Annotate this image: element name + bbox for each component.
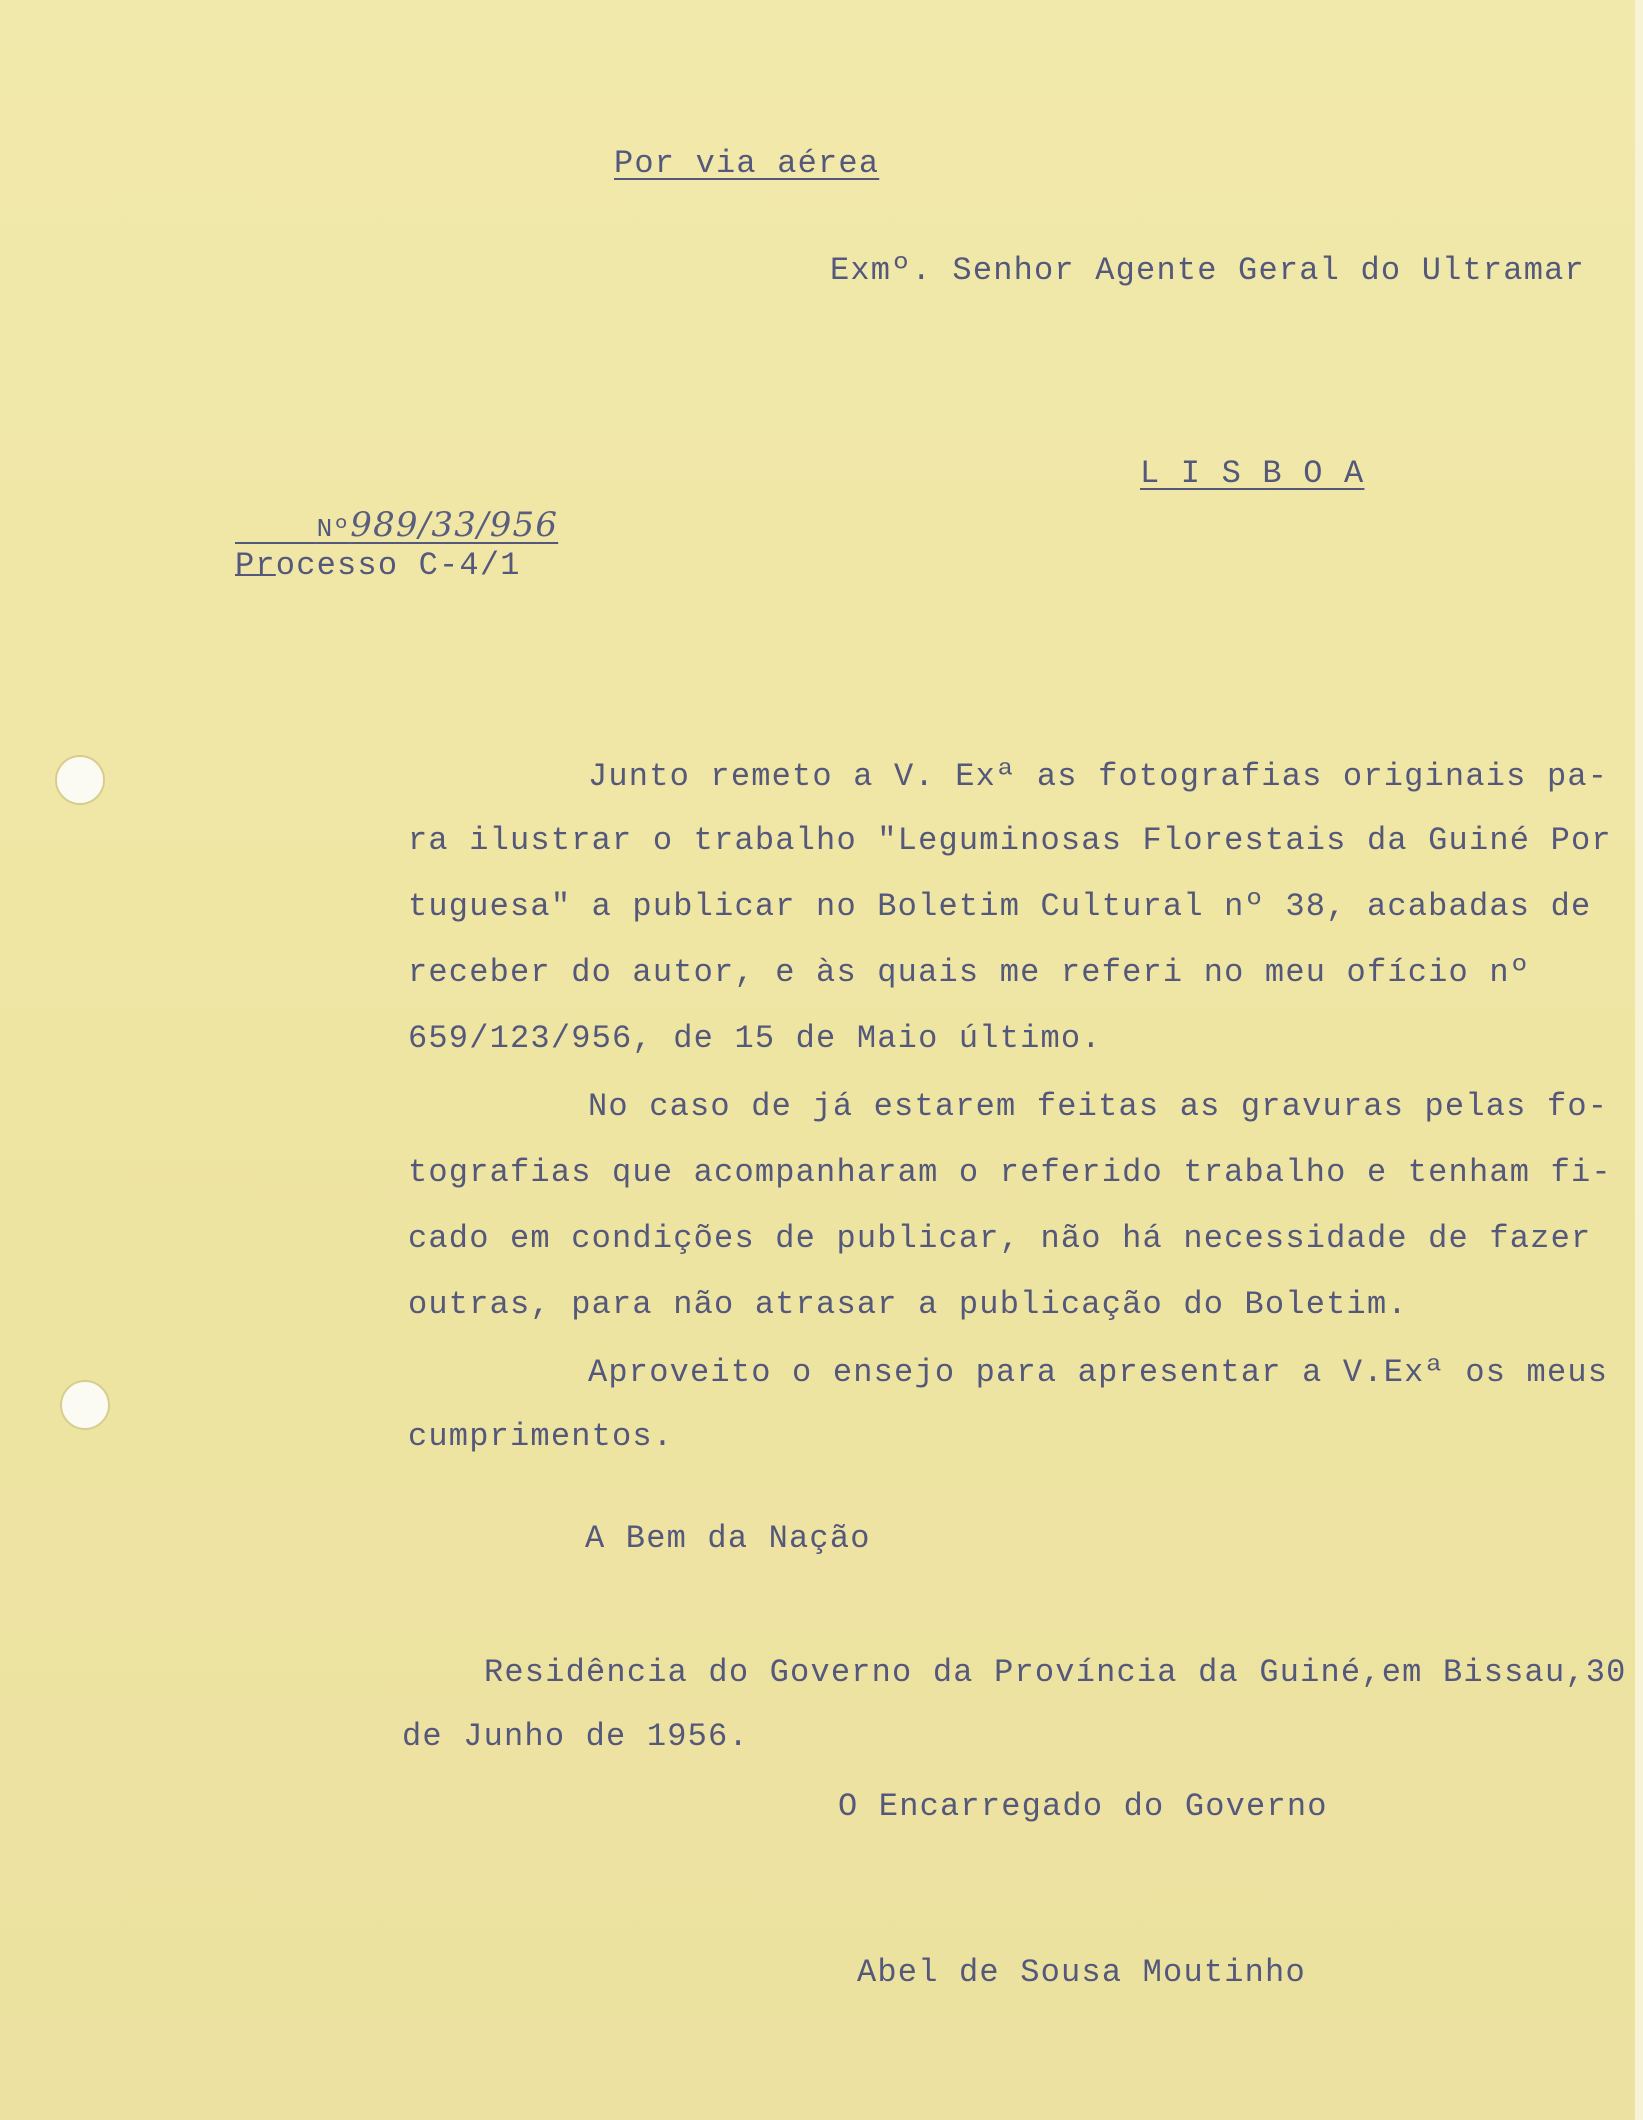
- punch-hole-bottom: [60, 1380, 110, 1430]
- place-date-line: Residência do Governo da Província da Guiné,em Bissau,30: [484, 1654, 1627, 1691]
- body-line: outras, para não atrasar a publicação do Boletim.: [408, 1286, 1408, 1323]
- punch-hole-top: [55, 755, 105, 805]
- city: L I S B O A: [1140, 455, 1365, 492]
- signatory-role: O Encarregado do Governo: [838, 1788, 1328, 1825]
- salutation: A Bem da Nação: [585, 1520, 871, 1557]
- body-line: tuguesa" a publicar no Boletim Cultural nº 38, acabadas de: [408, 888, 1592, 925]
- place-date-line: de Junho de 1956.: [402, 1718, 749, 1755]
- airmail-note: Por via aérea: [614, 145, 880, 182]
- signatory-name: Abel de Sousa Moutinho: [857, 1954, 1306, 1991]
- body-line: 659/123/956, de 15 de Maio último.: [408, 1020, 1102, 1057]
- body-line: Aproveito o ensejo para apresentar a V.Exª os meus: [588, 1354, 1609, 1391]
- body-line: cado em condições de publicar, não há necessidade de fazer: [408, 1220, 1592, 1257]
- body-line: ra ilustrar o trabalho "Leguminosas Florestais da Guiné Por: [408, 822, 1612, 859]
- body-line: Junto remeto a V. Exª as fotografias originais pa-: [588, 758, 1609, 795]
- body-line: tografias que acompanharam o referido trabalho e tenham fi-: [408, 1154, 1612, 1191]
- addressee: Exmº. Senhor Agente Geral do Ultramar: [830, 252, 1585, 289]
- handwritten-reference: 989/33/956: [350, 505, 559, 545]
- body-line: No caso de já estarem feitas as gravuras pelas fo-: [588, 1088, 1609, 1125]
- process-number: Processo C-4/1: [235, 547, 521, 584]
- reference-prefix: Nº: [316, 514, 351, 544]
- body-line: cumprimentos.: [408, 1418, 674, 1455]
- body-line: receber do autor, e às quais me referi no meu ofício nº: [408, 954, 1531, 991]
